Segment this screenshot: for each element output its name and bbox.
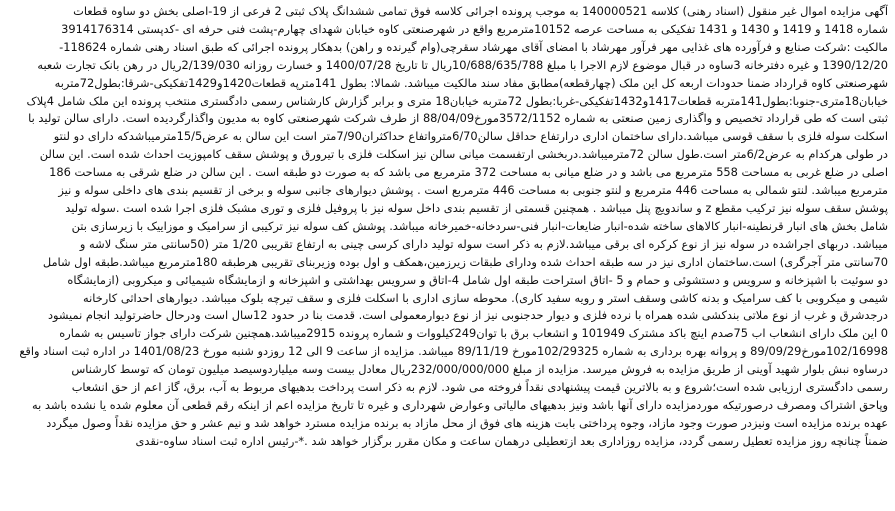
notice-line-16: دو سوئیت با اشپزخانه و سرویس و دستشوئی و حمام و 5 -اتاق استراحت طبقه اول شامل 4-اتاق و سرویس بهداشتی و اشپزخانه و ازمایشگاه شیمیائی و میکروبی (ازمایشگاه (67, 272, 888, 287)
notice-line-15: 70سانتی متر آجرگری) است.ساختمان اداری نیز در سه طبقه احداث شده ودارای طبقات زیرزمین،همکف و اول بوده وزیربنای تقریبی هرطبقه 180مترمربع میباشد.طبقه اول شامل (42, 254, 888, 269)
notice-line-25: ضمناً چنانچه روز مزایده تعطیل رسمی گردد، مزایده روزاداری بعد ازتعطیلی درهمان ساعت و مکان مقرر برگزار خواهد شد .*-رئیس اداره ثبت اسناد ساوه-نقدی (135, 433, 888, 448)
notice-line-3: مالکیت :شرکت صنایع و فرآورده های غذایی مهر فرآور مهرشاد با امضای آقای مهرشاد سقرچی(وام گیرنده و راهن) بدهکار پرونده اجرائی که طبق اسناد رهنی شماره 118624- (59, 39, 888, 54)
notice-line-18: درجدشرق و غرب از نوع ملاتی بندکشی شده همراه با نرده فلزی و دیوار حدجنوبی نیز از نوع دیوارمعمولی است. قدمت بنا در حدود 12سال است ودرحال حاضرتولید انجام نمیشود (47, 308, 888, 323)
notice-line-20: 102/16998مورخ89/09/29 و پروانه بهره برداری به شماره 102/29325مورخ 89/11/19 میباشد. مزایده از ساعت 9 الی 12 روزدو شنبه مورخ 1401/08/23 در اداره ثبت اسناد واقع (19, 344, 888, 359)
notice-line-22: رسمی دادگستری ارزیابی شده است؛شروع و به بالاترین قیمت پیشنهادی نقداً فروخته می شود. لازم به ذکر است پرداخت بدهیهای مربوط به آب، برق، گاز اعم از حق انشعاب (71, 380, 888, 395)
notice-line-7: ثبتی است که طی قرارداد تخصیص و واگذاری زمین صنعتی به شماره 3572/1152مورخ88/04/09 از طرف شرکت شهرصنعتی کاوه به مدیون واگذارگردیده است. دارای سالن تولید با (28, 111, 888, 126)
notice-line-21: درساوه نبش بلوار شهید آوینی از طریق مزایده به فروش میرسد. مزایده از مبلغ 232/000/000/000ریال معادل بیست وسه میلیاردوسیصد میلیون تومان که توسط کارشناس (71, 362, 888, 377)
notice-line-6: خیابان18متری-جنوبا:بطول141متربه قطعات1417و1432تفکیکی-غربا:بطول 72متربه خیابان18 متری و برابر گزارش کارشناس رسمی دادگستری منتخب پرونده این ملک شامل 4پلاک (26, 93, 888, 108)
notice-line-19: 0 این ملک دارای انشعاب اب 75صدم اینچ باکد مشترک 101949 و انشعاب برق با توان249کیلووات و شماره پرونده 2915میباشد.همچنین شرکت دارای جواز تاسیس به شماره (59, 326, 888, 341)
notice-line-1: آگهی مزایده اموال غیر منقول (اسناد رهنی) کلاسه 140000521 به موجب پرونده اجرائی کلاسه فوق تمامی ششدانگ پلاک ثبتی 2 فرعی از 19-اصلی بخش دو ساوه قطعات (73, 4, 888, 18)
notice-line-14: میباشد. دربهای اجراشده در سوله نیز از نوع کرکره ای برقی میباشد.لازم به ذکر است سوله تولید دارای کرسی چینی به ارتفاع تقریبی 1/20 متر (50سانتی متر سنگ لاشه و (79, 236, 888, 251)
notice-line-13: شامل بخش های انبار قرنطینه-انبار کالاهای ساخته شده-انبار ضایعات-انبار فنی-سردخانه-خمیرخانه میباشد. پوشش کف سوله نیز ترکیبی از سرامیک و موزاییک با زیرسازی بتن (71, 218, 888, 233)
notice-line-11: مترمربع میباشد. لنتو شمالی به مساحت 446 مترمربع و لنتو جنوبی به مساحت 446 مترمربع است . پوشش دیوارهای جانبی سوله و برخی از تقسیم بندی های داخلی سوله و نیز (58, 183, 888, 198)
notice-line-12: پوشش سقف سوله نیز ترکیب مقطع z و ساندویچ پنل میباشد . همچنین قسمتی از تقسیم بندی داخل سوله نیز با پروفیل فلزی و توری مشبک فلزی اجرا شده است .سوله تولید (65, 200, 888, 215)
notice-line-17: شیمی و میکروبی با کف سرامیک و بدنه کاشی وسقف استر و رویه سفید کاری). محوطه سازی اداری با اسکلت فلزی و سقف تیرچه بلوک میباشد. دیوارهای احداثی کارخانه (83, 290, 888, 305)
notice-line-8: اسکلت سوله فلزی با سقف قوسی میباشد.دارای ساختمان اداری درارتفاع حداقل سالن6/70مترواتفاع حداکثران7/90متر است این سالن به عرض15/5مترمیباشدکه دارای دو لنتو (53, 129, 888, 144)
notice-line-4: 1390/12/20 و غیره دفترخانه 3ساوه در قبال موضوع لازم الاجرا با مبلغ 10/688/635/788ریال تا تاریخ 1400/07/28 و خسارت روزانه 2/139/030ریال در رهن بانک تجارت شعبه (37, 57, 888, 72)
notice-line-5: شهرصنعتی کاوه قرارداد ضمنا حدودات اربعه کل این ملک (چهارقطعه)مطابق مفاد سند مالکیت میباشد. شمالا: بطول 141مترپه قطعات1420و1429تفکیکی-شرقا:بطول72متربه (54, 75, 888, 90)
notice-line-10: اصلی در ضلع غربی به مساحت 558 مترمربع می باشد و در ضلع میانی به مساحت 372 مترمربع می باشد که به صورت دو طبقه است . این سالن در ضلع شرقی به مساحت 186 (49, 165, 888, 180)
notice-line-9: در طولی هرکدام به عرض6/2متر است.طول سالن 72مترمیباشد.دربخشی ارتفسمت میانی سالن نیز اسکلت فلزی با تیرورق و پوشش سقف کامپوزیت احداث شده است. این سالن (39, 147, 888, 162)
notice-line-2: شماره 1418 و 1419 و 1430 و 1431 تفکیکی به مساحت عرصه 10152مترمربع واقع در شهرصنعتی کاوه خیابان شهدای چهارم-پشت فنی حرفه ای -کدپستی 3914176314 (61, 21, 888, 36)
notice-line-23: وپاحق اشتراک ومصرف درصورتیکه موردمزایده دارای آنها باشد ونیز بدهیهای مالیاتی وعوارض شهرداری و غیره تا تاریخ مزایده اعم از اینکه رقم قطعی آن معلوم شده یا نشده باشد به (31, 397, 888, 412)
notice-line-24: عهده برنده مزایده است ونیزدر صورت وجود مازاد، وجوه پرداختی بابت هزینه های فوق از محل مازاد به برنده مزایده مسترد خواهد شد و نیم عشر و حق مزایده نقداً وصول میگردد (46, 415, 888, 430)
